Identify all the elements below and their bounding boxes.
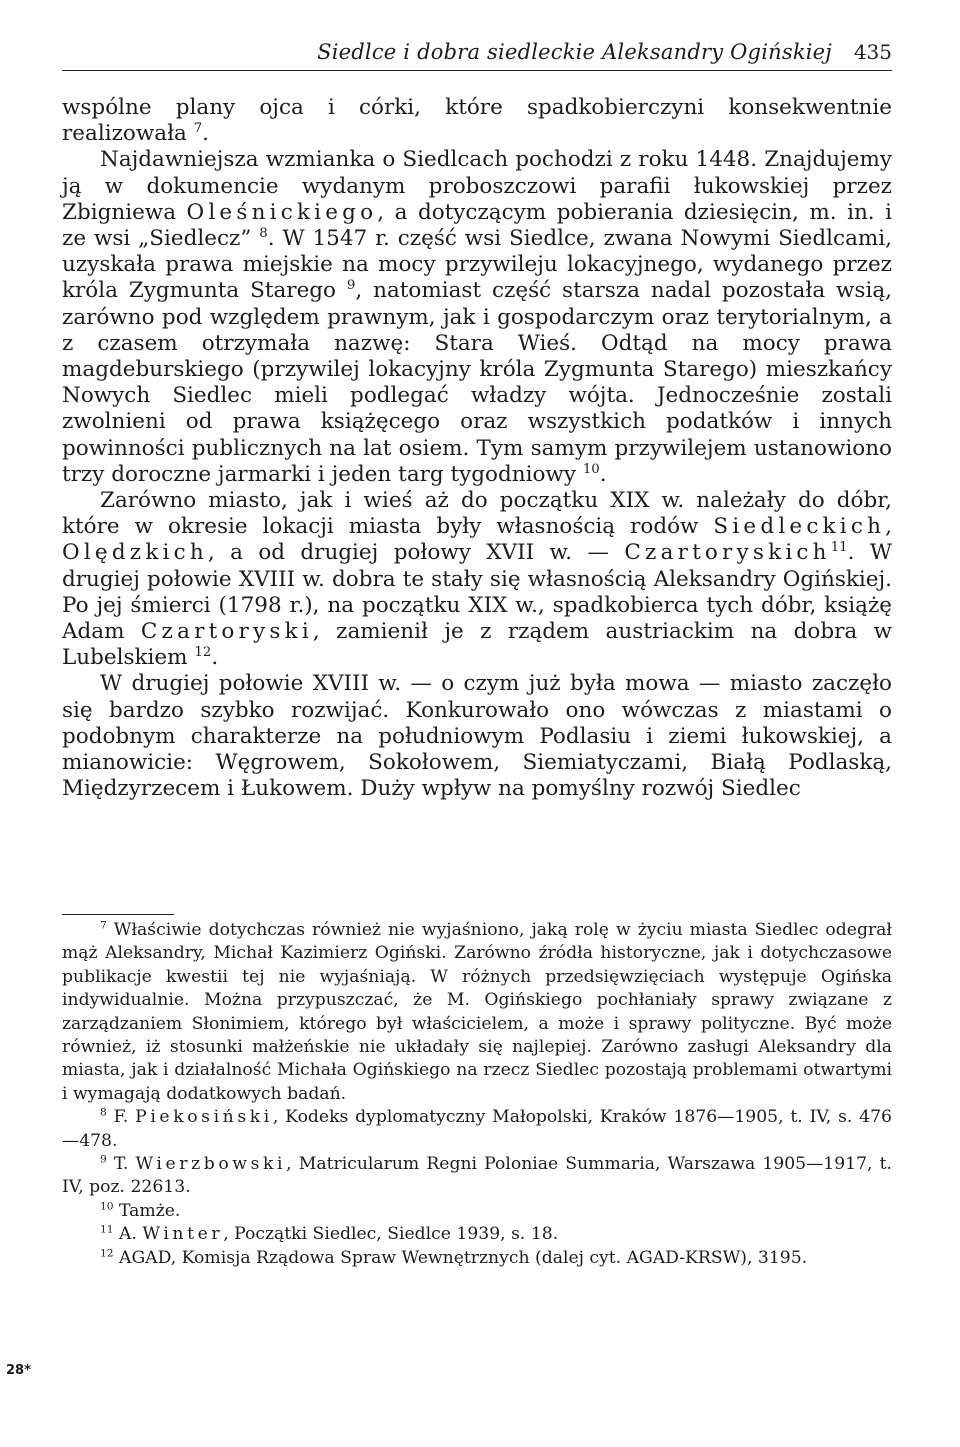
spaced-name: Siedleckich (713, 514, 886, 540)
spaced-author: Wierzbowski (135, 1154, 287, 1175)
footnote-ref: 8 (259, 225, 268, 241)
footnotes (62, 919, 892, 1270)
spaced-name: Olędzkich (62, 540, 208, 566)
paragraph-3: Zarówno miasto, jak i wieś aż do początku XIX w. należały do dóbr, które w okresie lokacji miasta były własnością rodów Siedleckich, Olędzkich, a od drugiej połowy XVII w. — Czartoryskich$^{11}$. W drugiej połowie XVIII w. dobra te stały się własnością Aleksandry Ogińskiej. Po jej śmierci (1798 r.), na początku XIX w., spadkobierca tych dóbr, książę Adam Czartoryski, zamienił je z rządem austriackim na dobra w Lubelskiem $^{12}$. (62, 488, 892, 671)
main-text (62, 95, 892, 802)
footnote-8: $^8$ F. Piekosiński, Kodeks dyplomatyczny Małopolski, Kraków 1876—1905, t. IV, s. 476—478. (62, 1105, 892, 1151)
footnote-mark: 11 (100, 1222, 114, 1236)
footnote-10: $^{10}$ Tamże. (100, 1199, 181, 1221)
footnote-ref: 12 (194, 645, 212, 661)
footnote-ref: 7 (193, 121, 203, 137)
footnote-mark: 7 (100, 918, 107, 932)
footnote-mark: 8 (100, 1105, 107, 1119)
footnote-mark: 9 (100, 1152, 107, 1166)
paragraph-4: W drugiej połowie XVIII w. — o czym już była mowa — miasto zaczęło się bardzo szybko rozwijać. Konkurowało ono wówczas z miastami o podobnym charakterze na południowym Podlasiu i ziemi łukowskiej, a mianowicie: Węgrowem, Sokołowem, Siemiatyczami, Białą Podlaską, Międzyrzecem i Łukowem. Duży wpływ na pomyślny rozwój Siedlec (62, 671, 892, 802)
footnote-mark: 12 (100, 1245, 114, 1259)
spaced-author: Piekosiński (135, 1107, 273, 1128)
spaced-name: Czartoryskich (624, 540, 831, 566)
footnote-9: $^9$ T. Wierzbowski, Matricularum Regni Poloniae Summaria, Warszawa 1905—1917, t. IV, poz. 22613. (62, 1152, 892, 1198)
signature-mark: 28* (6, 1363, 31, 1378)
footnote-7: $^7$ Właściwie dotychczas również nie wyjaśniono, jaką rolę w życiu miasta Siedlec odegrał mąż Aleksandry, Michał Kazimierz Ogiński. Zarówno źródła historyczne, jak i dotychczasowe publikacje kwestii tej nie wyjaśniają. W różnych przedsięwzięciach występuje Ogińska indywidualnie. Można przypuszczać, że M. Ogińskiego pochłaniały sprawy związane z zarządzaniem Słonimiem, którego był właścicielem, a może i sprawy polityczne. Być może również, iż stosunki małżeńskie nie układały się najlepiej. Zarówno zasługi Aleksandry dla miasta, jak i działalność Michała Ogińskiego na rzecz Siedlec pozostają problemami otwartymi i wymagają dodatkowych badań. (62, 918, 892, 1104)
running-title: Siedlce i dobra siedleckie Aleksandry Ogińskiej (317, 40, 832, 64)
paragraph-2: Najdawniejsza wzmianka o Siedlcach pochodzi z roku 1448. Znajdujemy ją w dokumencie wydanym proboszczowi parafii łukowskiej przez Zbigniewa Oleśnickiego, a dotyczącym pobierania dziesięcin, m. in. i ze wsi „Siedlecz” $^8$. W 1547 r. część wsi Siedlce, zwana Nowymi Siedlcami, uzyskała prawa miejskie na mocy przywileju lokacyjnego, wydanego przez króla Zygmunta Starego $^9$, natomiast część starsza nadal pozostała wsią, zarówno pod względem prawnym, jak i gospodarczym oraz terytorialnym, a z czasem otrzymała nazwę: Stara Wieś. Odtąd na mocy prawa magdeburskiego (przywilej lokacyjny króla Zygmunta Starego) mieszkańcy Nowych Siedlec mieli podlegać władzy wójta. Jednocześnie zostali zwolnieni od prawa książęcego oraz wszystkich podatków i innych powinności publicznych na lat osiem. Tym samym przywilejem ustanowiono trzy doroczne jarmarki i jeden targ tygodniowy $^{10}$. (62, 147, 893, 487)
page-header (62, 40, 892, 71)
paragraph-1: wspólne plany ojca i córki, które spadkobierczyni konsekwentnie realizowała $^7$. (62, 95, 892, 147)
spaced-author: Winter (142, 1224, 224, 1245)
footnote-rule (62, 914, 174, 915)
page-number: 435 (853, 40, 892, 64)
footnote-11: $^{11}$ A. Winter, Początki Siedlec, Siedlce 1939, s. 18. (100, 1222, 559, 1245)
footnote-ref: 11 (830, 540, 848, 556)
footnote-12: $^{12}$ AGAD, Komisja Rządowa Spraw Wewnętrznych (dalej cyt. AGAD-KRSW), 3195. (100, 1245, 808, 1268)
footnote-ref: 9 (346, 278, 356, 294)
footnote-mark: 10 (100, 1199, 114, 1213)
footnote-ref: 10 (582, 461, 600, 477)
spaced-name: Oleśnickiego (186, 199, 378, 225)
spaced-name: Czartoryski (140, 619, 313, 645)
